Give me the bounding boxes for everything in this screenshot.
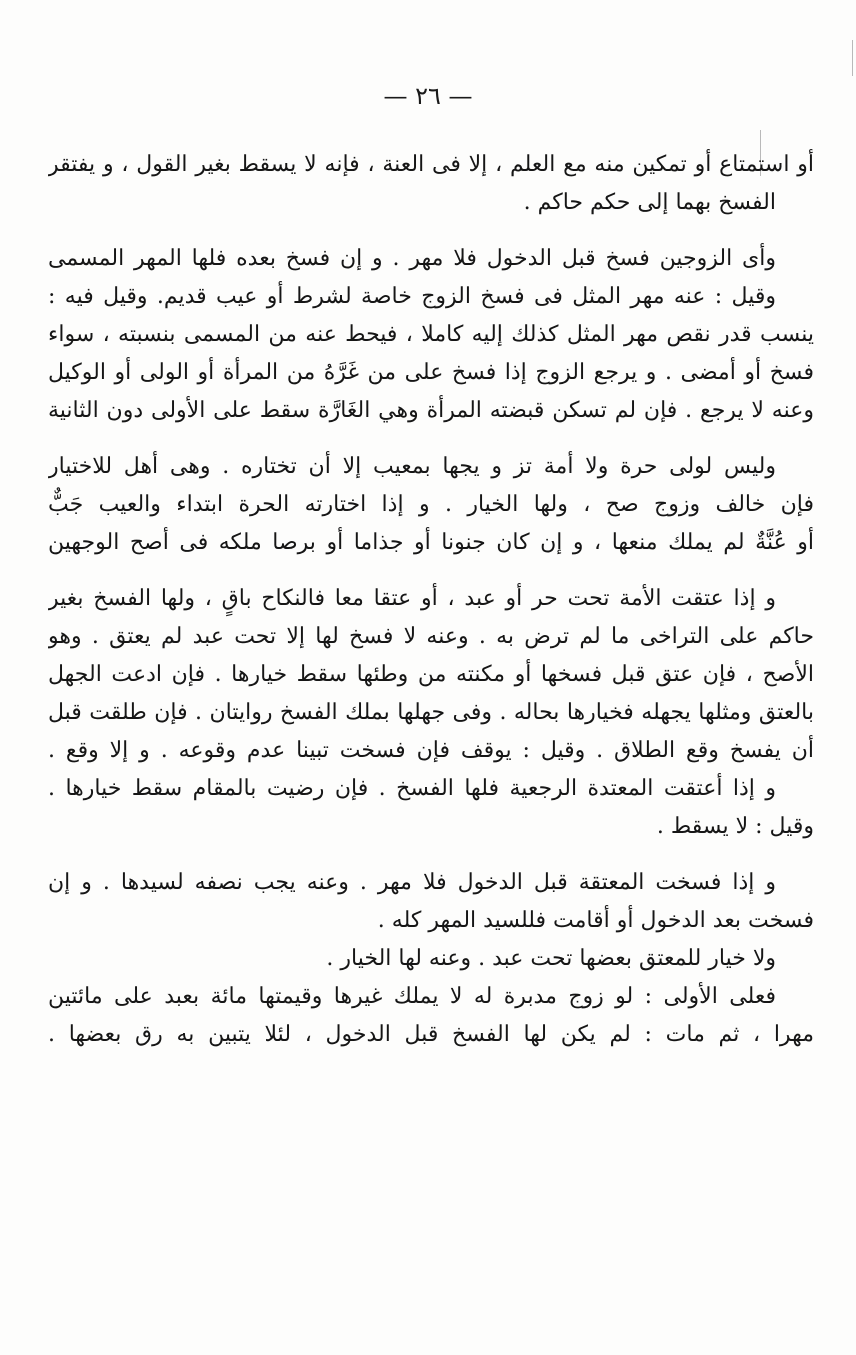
- text-line: وقيل : عنه مهر المثل فى فسخ الزوج خاصة لشرط أو عيب قديم. وقيل فيه :: [48, 284, 776, 309]
- text-line: و إذا عتقت الأمة تحت حر أو عبد ، أو عتقا معا فالنكاح باقٍ ، ولها الفسخ بغير: [48, 586, 776, 611]
- text-line: فإن خالف وزوج صح ، ولها الخيار . و إذا اختارته الحرة ابتداء والعيب جَبٌّ: [48, 492, 814, 517]
- text-line: وعنه لا يرجع . فإن لم تسكن قبضته المرأة وهي الغَارَّة سقط على الأولى دون الثانية: [48, 398, 814, 423]
- text-line: أن يفسخ وقع الطلاق . وقيل : يوقف فإن فسخت تبينا عدم وقوعه . و إلا وقع .: [48, 738, 814, 763]
- page-number: — ٢٦ —: [383, 82, 473, 110]
- paragraph: [48, 146, 814, 222]
- text-line: وليس لولى حرة ولا أمة تز و يجها بمعيب إلا أن تختاره . وهى أهل للاختيار: [48, 454, 776, 479]
- text-line: ينسب قدر نقص مهر المثل كذلك إليه كاملا ، فيحط عنه من المسمى بنسبته ، سواء: [48, 322, 814, 347]
- body-text: [48, 146, 814, 1054]
- paragraph: [48, 864, 814, 940]
- text-line: وأى الزوجين فسخ قبل الدخول فلا مهر . و إن فسخ بعده فلها المهر المسمى: [48, 246, 776, 271]
- scan-edge-mark-far-right: [852, 40, 853, 76]
- text-line: بالعتق ومثلها يجهله فخيارها بحاله . وفى جهلها بملك الفسخ روايتان . فإن طلقت قبل: [48, 700, 814, 725]
- text-line: أو استمتاع أو تمكين منه مع العلم ، إلا فى العنة ، فإنه لا يسقط بغير القول ، و يفتقر: [48, 152, 814, 177]
- text-line: أو عُنَّةٌ لم يملك منعها ، و إن كان جنونا أو جذاما أو برصا ملكه فى أصح الوجهين: [48, 530, 814, 555]
- text-line: ولا خيار للمعتق بعضها تحت عبد . وعنه لها الخيار .: [326, 946, 776, 971]
- paragraph: [48, 448, 814, 562]
- paragraph: [48, 770, 814, 846]
- text-line: مهرا ، ثم مات : لم يكن لها الفسخ قبل الدخول ، لئلا يتبين به رق بعضها .: [48, 1022, 814, 1047]
- text-line: فسخت بعد الدخول أو أقامت فللسيد المهر كله .: [377, 908, 814, 933]
- text-line: الأصح ، فإن عتق قبل فسخها أو مكنته من وطئها سقط خيارها . فإن ادعت الجهل: [48, 662, 814, 687]
- text-line: حاكم على التراخى ما لم ترض به . وعنه لا فسخ لها إلا تحت عبد لم يعتق . وهو: [48, 624, 814, 649]
- text-line: و إذا أعتقت المعتدة الرجعية فلها الفسخ . فإن رضيت بالمقام سقط خيارها .: [48, 776, 776, 801]
- paragraph: [48, 580, 814, 770]
- text-line: و إذا فسخت المعتقة قبل الدخول فلا مهر . وعنه يجب نصفه لسيدها . و إن: [48, 870, 776, 895]
- text-line: وقيل : لا يسقط .: [656, 814, 814, 839]
- paragraph: [48, 240, 814, 430]
- text-line: فعلى الأولى : لو زوج مدبرة له لا يملك غيرها وقيمتها مائة بعبد على مائتين: [48, 984, 776, 1009]
- text-line: الفسخ بهما إلى حكم حاكم .: [523, 190, 776, 215]
- text-line: فسخ أو أمضى . و يرجع الزوج إذا فسخ على من غَرَّهُ من المرأة أو الولى أو الوكيل: [48, 360, 814, 385]
- paragraph: [48, 940, 814, 978]
- paragraph: [48, 978, 814, 1054]
